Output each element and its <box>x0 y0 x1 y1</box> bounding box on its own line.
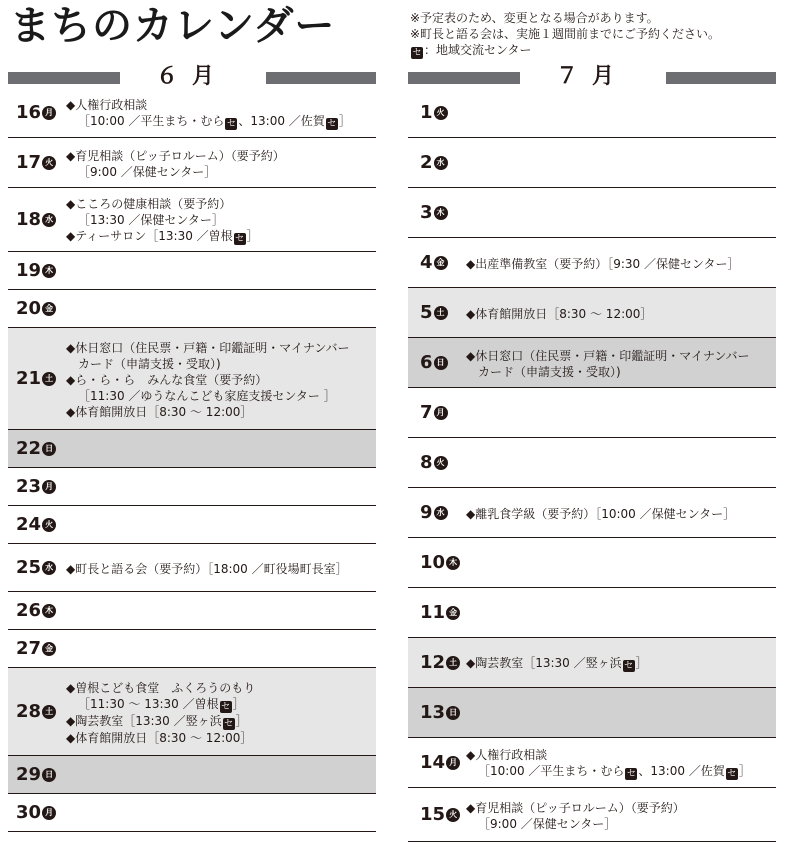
day-row <box>8 88 376 138</box>
event-line <box>466 800 776 816</box>
weekday-badge: 木 <box>434 206 448 220</box>
event-list <box>466 798 776 832</box>
day-number-text: 19 <box>16 259 42 281</box>
event-line <box>66 696 376 713</box>
june-day-list <box>8 88 376 832</box>
day-row <box>8 592 376 630</box>
event-text: ◆人権行政相談 <box>466 748 548 762</box>
day-number-text: 25 <box>16 556 42 578</box>
day-number <box>408 353 466 373</box>
day-number-text: 8 <box>420 451 433 473</box>
event-text: ◆ら・ら・ら みんな食堂（要予約） <box>66 372 268 387</box>
event-line <box>66 97 376 113</box>
day-number-text: 15 <box>420 803 446 825</box>
day-number <box>8 601 66 621</box>
event-line <box>466 506 776 522</box>
event-text: ［9:00 ／保健センター］ <box>478 816 617 831</box>
day-number <box>8 369 66 389</box>
center-mark-icon: セ <box>727 769 737 779</box>
weekday-badge: 火 <box>434 456 448 470</box>
event-list <box>466 346 776 380</box>
note-line: ※予定表のため、変更となる場合があります。 <box>410 11 659 25</box>
event-list <box>66 678 376 746</box>
weekday-badge: 月 <box>42 806 56 820</box>
day-row <box>8 794 376 832</box>
weekday-badge: 月 <box>42 106 56 120</box>
day-row <box>408 638 776 688</box>
weekday-badge: 土 <box>42 372 56 386</box>
event-list <box>66 95 376 130</box>
day-row <box>408 438 776 488</box>
day-number <box>408 253 466 273</box>
event-text: ［10:00 ／平生まち・むら <box>478 764 625 778</box>
day-row <box>8 468 376 506</box>
event-text: ［11:30 ～ 13:30 ／曽根 <box>78 696 219 711</box>
day-number-text: 29 <box>16 763 42 785</box>
center-mark-icon: セ <box>327 119 337 129</box>
event-line <box>466 348 776 364</box>
day-row <box>408 788 776 842</box>
event-line <box>66 680 376 696</box>
event-line <box>66 113 376 130</box>
weekday-badge: 水 <box>434 506 448 520</box>
event-line <box>66 561 376 577</box>
center-mark-icon: セ <box>626 769 636 779</box>
day-number-text: 11 <box>420 601 446 623</box>
event-text: ◆ティーサロン［13:30 ／曽根 <box>66 229 233 243</box>
weekday-badge: 日 <box>42 442 56 456</box>
event-text: カード（申請支援・受取）) <box>478 364 621 379</box>
july-day-list <box>408 88 776 842</box>
event-text: ◆体育館開放日［8:30 ～ 12:00］ <box>66 404 253 419</box>
day-number <box>8 210 66 230</box>
legend-line <box>410 42 720 59</box>
day-number <box>408 703 466 723</box>
day-row <box>408 688 776 738</box>
weekday-badge: 水 <box>42 213 56 227</box>
day-number <box>408 453 466 473</box>
day-number-text: 5 <box>420 301 433 323</box>
event-text: ］ <box>246 229 259 243</box>
notes <box>410 10 720 59</box>
day-row <box>8 544 376 592</box>
day-number-text: 23 <box>16 475 42 497</box>
day-number <box>408 603 466 623</box>
event-line <box>466 655 776 672</box>
event-text: ◆町長と語る会（要予約）［18:00 ／町役場町長室］ <box>66 561 348 576</box>
event-list <box>466 254 776 272</box>
event-line <box>466 256 776 272</box>
day-number <box>8 702 66 722</box>
day-number-text: 3 <box>420 201 433 223</box>
event-text: ［13:30 ／保健センター］ <box>78 213 224 227</box>
event-text: ◆体育館開放日［8:30 ～ 12:00］ <box>466 306 653 321</box>
event-text: 、13:00 ／佐賀 <box>238 114 325 128</box>
weekday-badge: 月 <box>42 480 56 494</box>
weekday-badge: 日 <box>446 706 460 720</box>
weekday-badge: 水 <box>42 561 56 575</box>
day-number-text: 26 <box>16 599 42 621</box>
event-line <box>66 196 376 212</box>
event-line <box>466 747 776 763</box>
day-row <box>408 88 776 138</box>
event-line <box>66 388 376 404</box>
day-row <box>8 252 376 290</box>
weekday-badge: 金 <box>42 642 56 656</box>
day-number <box>408 303 466 323</box>
day-row <box>408 488 776 538</box>
event-text: 、13:00 ／佐賀 <box>638 764 725 778</box>
event-line <box>466 763 776 780</box>
day-row <box>8 506 376 544</box>
day-row <box>8 668 376 756</box>
weekday-badge: 木 <box>446 556 460 570</box>
event-text: ◆育児相談（ピッ子ロルーム）（要予約） <box>466 800 685 815</box>
event-text: ◆休日窓口（住民票・戸籍・印鑑証明・マイナンバー <box>466 348 750 363</box>
weekday-badge: 土 <box>446 656 460 670</box>
weekday-badge: 日 <box>42 768 56 782</box>
day-number-text: 30 <box>16 801 42 823</box>
day-number <box>8 103 66 123</box>
day-number-text: 21 <box>16 367 42 389</box>
event-text: ◆こころの健康相談（要予約） <box>66 197 232 211</box>
event-line <box>66 212 376 228</box>
event-line <box>66 164 376 180</box>
day-number <box>408 203 466 223</box>
event-text: ◆離乳食学級（要予約）［10:00 ／保健センター］ <box>466 506 736 521</box>
day-row <box>8 430 376 468</box>
event-list <box>466 304 776 322</box>
legend-text: ：地域交流センター <box>424 43 532 57</box>
day-number <box>8 299 66 319</box>
page-title: まちのカレンダー <box>10 3 336 49</box>
weekday-badge: 金 <box>434 256 448 270</box>
event-line <box>66 713 376 730</box>
july-column <box>408 64 776 842</box>
day-number-text: 14 <box>420 751 446 773</box>
day-number-text: 20 <box>16 297 42 319</box>
day-row <box>408 238 776 288</box>
month-label: ７月 <box>555 64 628 89</box>
day-row <box>8 290 376 328</box>
event-text: ］ <box>635 656 648 670</box>
weekday-badge: 水 <box>434 156 448 170</box>
day-row <box>408 138 776 188</box>
day-number-text: 24 <box>16 513 42 535</box>
day-number <box>8 558 66 578</box>
event-list <box>66 338 376 420</box>
weekday-badge: 日 <box>434 356 448 370</box>
day-number <box>8 765 66 785</box>
weekday-badge: 火 <box>446 808 460 822</box>
day-number <box>408 753 466 773</box>
day-number-text: 22 <box>16 437 42 459</box>
day-number <box>8 803 66 823</box>
event-text: ◆体育館開放日［8:30 ～ 12:00］ <box>66 730 253 745</box>
weekday-badge: 金 <box>446 606 460 620</box>
day-row <box>8 756 376 794</box>
event-text: ◆休日窓口（住民票・戸籍・印鑑証明・マイナンバー <box>66 340 350 355</box>
event-text: ［11:30 ／ゆうなんこども家庭支援センター ］ <box>78 388 336 403</box>
center-mark-icon: セ <box>624 661 634 671</box>
event-text: ◆育児相談（ピッ子ロルーム）（要予約） <box>66 148 285 163</box>
center-mark-icon: セ <box>224 718 234 729</box>
day-number <box>408 403 466 423</box>
day-number <box>408 153 466 173</box>
event-line <box>66 340 376 356</box>
day-number <box>8 153 66 173</box>
event-text: ◆曽根こども食堂 ふくろうのもり <box>66 680 256 695</box>
event-list <box>466 745 776 780</box>
weekday-badge: 木 <box>42 604 56 618</box>
day-number-text: 10 <box>420 551 446 573</box>
event-text: カード（申請支援・受取）) <box>78 356 221 371</box>
event-line <box>66 372 376 388</box>
event-line <box>66 228 376 245</box>
weekday-badge: 月 <box>434 406 448 420</box>
day-number-text: 12 <box>420 651 446 673</box>
july-header <box>408 64 776 89</box>
event-text: ］ <box>235 713 248 728</box>
event-line <box>466 364 776 380</box>
day-number <box>408 103 466 123</box>
weekday-badge: 木 <box>42 264 56 278</box>
event-text: ］ <box>738 764 751 778</box>
day-number <box>8 477 66 497</box>
day-number <box>8 439 66 459</box>
event-list <box>466 653 776 672</box>
day-number-text: 17 <box>16 151 42 173</box>
day-row <box>408 738 776 788</box>
day-number-text: 13 <box>420 701 446 723</box>
day-number <box>408 653 466 673</box>
day-number <box>8 639 66 659</box>
day-row <box>408 288 776 338</box>
day-number-text: 4 <box>420 251 433 273</box>
note-line: ※町長と語る会は、実施１週間前までにご予約ください。 <box>410 27 721 41</box>
day-row <box>8 630 376 668</box>
event-list <box>66 194 376 245</box>
day-number <box>408 503 466 523</box>
day-number-text: 18 <box>16 208 42 230</box>
event-line <box>466 306 776 322</box>
month-label: ６月 <box>155 64 228 89</box>
day-number-text: 28 <box>16 700 42 722</box>
day-number-text: 27 <box>16 637 42 659</box>
day-row <box>408 388 776 438</box>
weekday-badge: 月 <box>446 756 460 770</box>
june-column <box>8 64 376 832</box>
event-text: ◆陶芸教室［13:30 ／竪ヶ浜 <box>66 713 222 728</box>
event-text: ◆出産準備教室（要予約）［9:30 ／保健センター］ <box>466 256 740 271</box>
day-row <box>408 538 776 588</box>
event-list <box>66 559 376 577</box>
weekday-badge: 金 <box>42 302 56 316</box>
day-row <box>8 188 376 252</box>
weekday-badge: 土 <box>434 306 448 320</box>
day-number <box>8 261 66 281</box>
event-line <box>66 148 376 164</box>
day-number-text: 9 <box>420 501 433 523</box>
event-line <box>66 356 376 372</box>
day-number <box>8 515 66 535</box>
event-text: ］ <box>338 114 351 128</box>
center-mark-icon: セ <box>412 48 422 58</box>
event-list <box>66 146 376 180</box>
day-row <box>8 138 376 188</box>
event-line <box>66 404 376 420</box>
day-number <box>408 805 466 825</box>
center-mark-icon: セ <box>226 119 236 129</box>
day-number-text: 6 <box>420 351 433 373</box>
day-row <box>408 588 776 638</box>
weekday-badge: 火 <box>42 156 56 170</box>
day-number-text: 2 <box>420 151 433 173</box>
event-text: ］ <box>232 696 245 711</box>
event-text: ◆陶芸教室［13:30 ／竪ヶ浜 <box>466 656 622 670</box>
day-number-text: 16 <box>16 101 42 123</box>
june-header <box>8 64 376 89</box>
day-row <box>408 338 776 388</box>
event-list <box>466 504 776 522</box>
day-number <box>408 553 466 573</box>
weekday-badge: 火 <box>42 518 56 532</box>
center-mark-icon: セ <box>221 701 231 712</box>
day-number-text: 7 <box>420 401 433 423</box>
day-row <box>408 188 776 238</box>
event-text: ［10:00 ／平生まち・むら <box>78 114 225 128</box>
weekday-badge: 土 <box>42 705 56 719</box>
day-number-text: 1 <box>420 101 433 123</box>
event-text: ［9:00 ／保健センター］ <box>78 164 217 179</box>
event-line <box>66 730 376 746</box>
event-text: ◆人権行政相談 <box>66 98 148 112</box>
weekday-badge: 火 <box>434 106 448 120</box>
day-row <box>8 328 376 430</box>
center-mark-icon: セ <box>235 234 245 244</box>
event-line <box>466 816 776 832</box>
